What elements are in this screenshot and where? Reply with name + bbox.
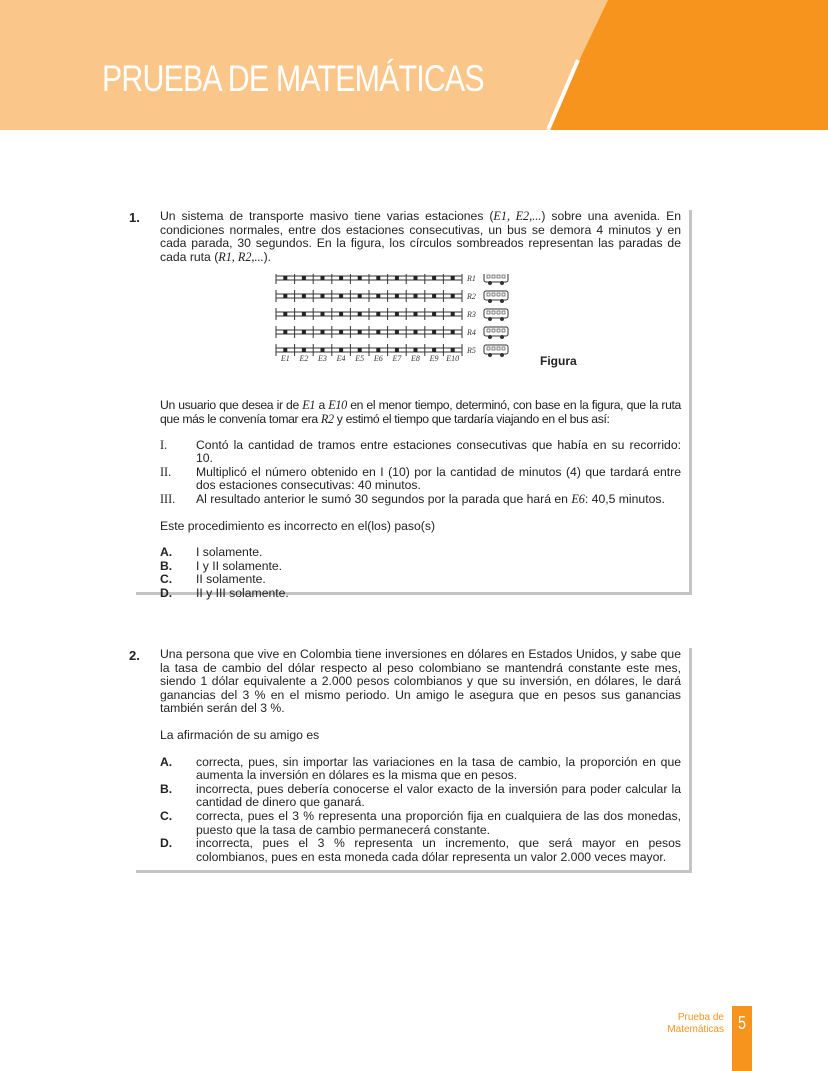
- stop-marker: [395, 312, 399, 316]
- bus-wheel: [488, 317, 492, 321]
- answer-options: [160, 546, 681, 600]
- station-label: E4: [336, 354, 346, 364]
- bus-window: [502, 311, 505, 314]
- stop-marker: [451, 312, 455, 316]
- station-label: E3: [318, 354, 327, 364]
- bus-wheel: [488, 335, 492, 339]
- bus-wheel: [500, 299, 504, 303]
- question-stem: Un sistema de transporte masivo tiene varias estaciones (E1, E2,...) sobre una avenida. En condiciones normales, entre dos estaciones consecutivas, un bus se demora 4 minutos y en cada parada, 30 segundos. En la figura, los círculos sombreados representan las paradas de cada ruta (R1, R2,...).: [160, 209, 681, 264]
- option-b[interactable]: B. incorrecta, pues debería conocerse el valor exacto de la inversión para poder calcular la cantidad de dinero que ganará.: [160, 781, 681, 810]
- stop-marker: [414, 276, 418, 280]
- page-title: PRUEBA DE MATEMÁTICAS: [102, 58, 484, 99]
- stop-marker: [283, 276, 287, 280]
- option-c[interactable]: C. correcta, pues el 3 % representa una proporción fija en cualquiera de las dos monedas, puesto que la tasa de cambio permanecerá constante.: [160, 808, 681, 837]
- bus-window: [502, 275, 505, 278]
- stop-marker: [376, 330, 380, 334]
- footer-label: Prueba de Matemáticas: [667, 1012, 724, 1035]
- bus-wheel: [488, 353, 492, 357]
- station-label: E7: [392, 354, 402, 364]
- stop-marker: [321, 294, 325, 298]
- option-a[interactable]: A. correcta, pues, sin importar las variaciones en la tasa de cambio, la proporción en que aumenta la inversión en dólares es la misma que en pesos.: [160, 754, 681, 783]
- bus-window: [497, 329, 500, 332]
- step-item: III. Al resultado anterior le sumó 30 segundos por la parada que hará en E6: 40,5 minutos.: [160, 491, 665, 506]
- stop-marker: [414, 330, 418, 334]
- answer-options: [160, 756, 681, 865]
- stop-marker: [339, 348, 343, 352]
- option-d[interactable]: D. incorrecta, pues el 3 % representa un incremento, que será mayor en pesos colombianos, pues en esta moneda cada dólar representa un valor 2.000 veces mayor.: [160, 836, 681, 864]
- stop-marker: [321, 330, 325, 334]
- step-item: I. Contó la cantidad de tramos entre estaciones consecutivas que había en su recorrido: 10.: [160, 437, 681, 466]
- stop-marker: [339, 330, 343, 334]
- bus-window: [492, 293, 495, 296]
- stop-marker: [395, 330, 399, 334]
- bus-window: [487, 311, 490, 314]
- bus-wheel: [500, 353, 504, 357]
- bus-window: [497, 311, 500, 314]
- station-label: E1: [280, 354, 290, 364]
- stop-marker: [302, 348, 306, 352]
- stop-marker: [376, 312, 380, 316]
- stop-marker: [451, 294, 455, 298]
- stop-marker: [283, 294, 287, 298]
- question-prompt: La afirmación de su amigo es: [160, 727, 320, 742]
- option-d[interactable]: D. II y III solamente.: [160, 585, 289, 600]
- stop-marker: [302, 294, 306, 298]
- stop-marker: [358, 312, 362, 316]
- bus-window: [487, 293, 490, 296]
- bus-window: [497, 275, 500, 278]
- option-a[interactable]: A. I solamente.: [160, 545, 263, 560]
- header-banner: [0, 0, 828, 130]
- stop-marker: [283, 312, 287, 316]
- station-label: E10: [446, 354, 460, 364]
- figure-caption: Figura: [540, 354, 577, 369]
- stop-marker: [376, 276, 380, 280]
- stop-marker: [283, 348, 287, 352]
- stop-marker: [283, 330, 287, 334]
- bus-window: [487, 275, 490, 278]
- route-label: R4: [467, 328, 476, 338]
- stop-marker: [432, 276, 436, 280]
- stop-marker: [358, 276, 362, 280]
- stop-marker: [414, 348, 418, 352]
- bus-window: [487, 329, 490, 332]
- route-label: R1: [467, 274, 476, 284]
- question-number: 2.: [129, 648, 140, 663]
- route-figure: [160, 274, 681, 384]
- stop-marker: [302, 330, 306, 334]
- stop-marker: [339, 276, 343, 280]
- step-item: II. Multiplicó el número obtenido en I (10) por la cantidad de minutos (4) que tardará entre dos estaciones consecutivas: 40 minutos.: [160, 464, 681, 493]
- question-1: [129, 209, 692, 600]
- station-label: E8: [411, 354, 420, 364]
- question-prompt: Este procedimiento es incorrecto en el(los) paso(s): [160, 518, 436, 533]
- page-number: 5: [737, 1013, 746, 1033]
- stop-marker: [321, 348, 325, 352]
- station-label: E6: [373, 354, 383, 364]
- stop-marker: [302, 276, 306, 280]
- station-label: E2: [299, 354, 309, 364]
- stop-marker: [432, 330, 436, 334]
- stop-marker: [451, 276, 455, 280]
- bus-wheel: [500, 335, 504, 339]
- stop-marker: [432, 348, 436, 352]
- stop-marker: [358, 348, 362, 352]
- stop-marker: [432, 312, 436, 316]
- route-diagram: [272, 274, 532, 384]
- bus-window: [492, 347, 495, 350]
- question-number: 1.: [129, 210, 140, 225]
- stop-marker: [414, 294, 418, 298]
- bus-wheel: [500, 317, 504, 321]
- station-label: E5: [355, 354, 365, 364]
- stop-marker: [321, 276, 325, 280]
- bus-window: [497, 347, 500, 350]
- route-label: R3: [467, 310, 476, 320]
- page-number-tab: [732, 1006, 752, 1071]
- bus-window: [502, 329, 505, 332]
- stop-marker: [358, 294, 362, 298]
- stop-marker: [339, 294, 343, 298]
- stop-marker: [432, 294, 436, 298]
- stop-marker: [358, 330, 362, 334]
- stop-marker: [395, 294, 399, 298]
- question-2: [129, 647, 692, 873]
- bus-wheel: [488, 299, 492, 303]
- bus-window: [497, 293, 500, 296]
- stop-marker: [395, 276, 399, 280]
- stop-marker: [451, 330, 455, 334]
- stop-marker: [376, 348, 380, 352]
- bus-window: [492, 329, 495, 332]
- stop-marker: [451, 348, 455, 352]
- stop-marker: [321, 312, 325, 316]
- stop-marker: [395, 348, 399, 352]
- bus-wheel: [500, 281, 504, 285]
- route-label: R5: [467, 346, 476, 356]
- stop-marker: [414, 312, 418, 316]
- bus-window: [487, 347, 490, 350]
- bus-window: [492, 275, 495, 278]
- bus-window: [492, 311, 495, 314]
- route-label: R2: [467, 292, 476, 302]
- stop-marker: [339, 312, 343, 316]
- bus-window: [502, 347, 505, 350]
- bus-window: [502, 293, 505, 296]
- stop-marker: [302, 312, 306, 316]
- option-b[interactable]: B. I y II solamente.: [160, 558, 283, 573]
- stop-marker: [376, 294, 380, 298]
- option-c[interactable]: C. II solamente.: [160, 572, 266, 587]
- procedure-steps: [160, 439, 681, 507]
- station-label: E9: [429, 354, 439, 364]
- question-context: Un usuario que desea ir de E1 a E10 en el menor tiempo, determinó, con base en la figura, que la ruta que más le convenía tomar era R2 y estimó el tiempo que tardaría viajando en el bus así:: [160, 398, 681, 426]
- question-stem: Una persona que vive en Colombia tiene inversiones en dólares en Estados Unidos, y sabe que la tasa de cambio del dólar respecto al peso colombiano se mantendrá constante este mes, siendo 1 dólar equivalente a 2.000 pesos colombianos y que su inversión, en dólares, le dará ganancias del 3 % en el mismo periodo. Un amigo le asegura que en pesos sus ganancias también serán del 3 %.: [160, 647, 681, 716]
- bus-wheel: [488, 281, 492, 285]
